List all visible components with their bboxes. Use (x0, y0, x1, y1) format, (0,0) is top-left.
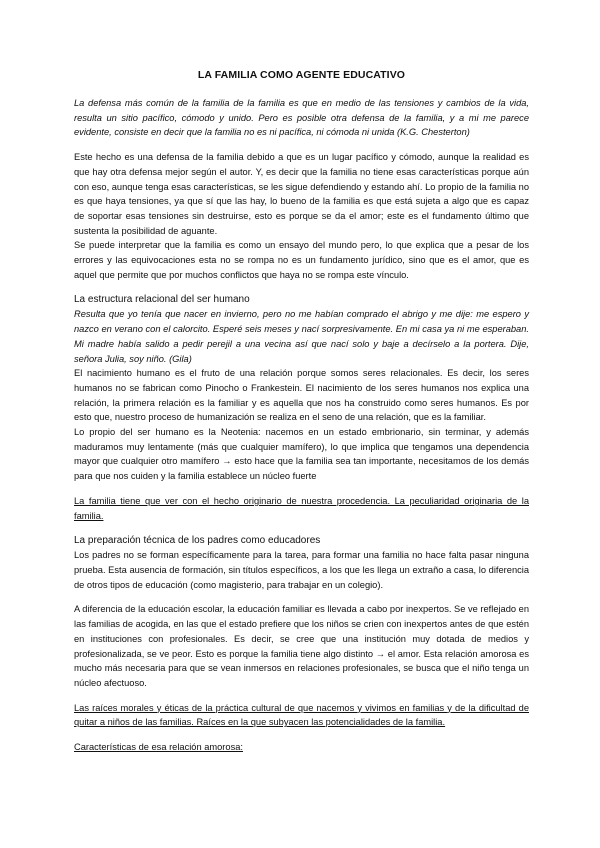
paragraph-birth: El nacimiento humano es el fruto de una relación porque somos seres relacionales. Es decir, los seres humanos no se fabrican como Pinocho o Frankestein. El nacimiento de los seres humanos nos explica una relación, la primera relación es la familiar y es aquella que nos ha construido como seres humanos. Es por esto que, nuestro proceso de humanización se realiza en el seno de una relación, que es la familiar. (74, 368, 529, 423)
section-heading-preparation: La preparación técnica de los padres como educadores (74, 535, 321, 547)
underlined-note-roots: Las raíces morales y éticas de la práctica cultural de que nacemos y vivimos en familias y de la dificultad de quitar a niños de las familias. Raíces en la que subyacen las potencialidades de la familia. (74, 702, 529, 728)
document-title: LA FAMILIA COMO AGENTE EDUCATIVO (197, 69, 406, 81)
paragraph-parents: Los padres no se forman específicamente para la tarea, para formar una familia no hace falta pasar ninguna prueba. Esta ausencia de formación, sin títulos específicos, a los que les llega un extraño a casa, lo diferencia de otros tipos de educación (como magisterio, para trabajar en un colegio). (74, 550, 529, 590)
paragraph-neoteny: Lo propio del ser humano es la Neotenia: nacemos en un estado embrionario, sin terminar, y además maduramos muy lentamente (más que cualquier mamífero), lo que implica que tengamos una dependencia mayor que cualquier otro mamífero → esto hace que la familia sea tan importante, necesitamos de los demás para que nos cuiden y la familia establece un núcleo fuerte (74, 427, 529, 482)
chesterton-quote: La defensa más común de la familia de la familia es que en medio de las tensiones y cambios de la vida, resulta un sitio pacífico, cómodo y unido. Pero es posible otra defensa de la familia, y a mi me parece evidente, consiste en decir que la familia no es ni pacífica, ni cómoda ni unida (K.G. Chesterton) (74, 98, 529, 138)
paragraph-interpretation: Se puede interpretar que la familia es como un ensayo del mundo pero, lo que explica que a pesar de los errores y las equivocaciones esta no se rompa no es un fundamento jurídico, sino que es el amor, que es aquel que permite que por muchos conflictos que haya no se rompa este vínculo. (74, 240, 529, 280)
paragraph-defense: Este hecho es una defensa de la familia debido a que es un lugar pacífico y cómodo, aunque la realidad es que hay otra defensa mejor según el autor. Y, es decir que la familia no tiene esas características porque aún con eso, aunque tenga esas características, se les sigue defendiendo y estando ahí. Lo propio de la familia no es que haya tensiones, ya que sí que las hay, lo bueno de la familia es que está sujeta a algo que es capaz de soportar esas tensiones sin destruirse, esto es porque se da el amor; este es el fundamento último que sustenta la posibilidad de aguante. (74, 152, 529, 236)
underlined-note-origin: La familia tiene que ver con el hecho originario de nuestra procedencia. La peculiaridad originaria de la familia. (74, 495, 529, 521)
underlined-note-characteristics: Características de esa relación amorosa: (74, 742, 243, 753)
section-heading-relational: La estructura relacional del ser humano (74, 294, 250, 306)
gila-quote: Resulta que yo tenía que nacer en invierno, pero no me habían comprado el abrigo y me dije: me espero y nazco en verano con el calorcito. Esperé seis meses y nací sorpresivamente. En mi casa ya ni me esperaban. Mi madre había salido a pedir perejil a una vecina así que nací solo y baje a decírselo a la portera. Dije, señora Julia, soy niño. (Gila) (74, 309, 529, 364)
paragraph-family-education: A diferencia de la educación escolar, la educación familiar es llevada a cabo por inexpertos. Se ve reflejado en las familias de acogida, en las que el estado prefiere que los niños se crien con inexpertos antes de que estén en instituciones con profesionales. Es decir, se cree que una institución muy dotada de medios y profesionalizada, se ve peor. Esto es porque la familia tiene algo distinto → el amor. Esta relación amorosa es mucho más necesaria para que se vean inmersos en relaciones profesionales, se busca que el niño tenga un núcleo afectuoso. (74, 604, 529, 688)
